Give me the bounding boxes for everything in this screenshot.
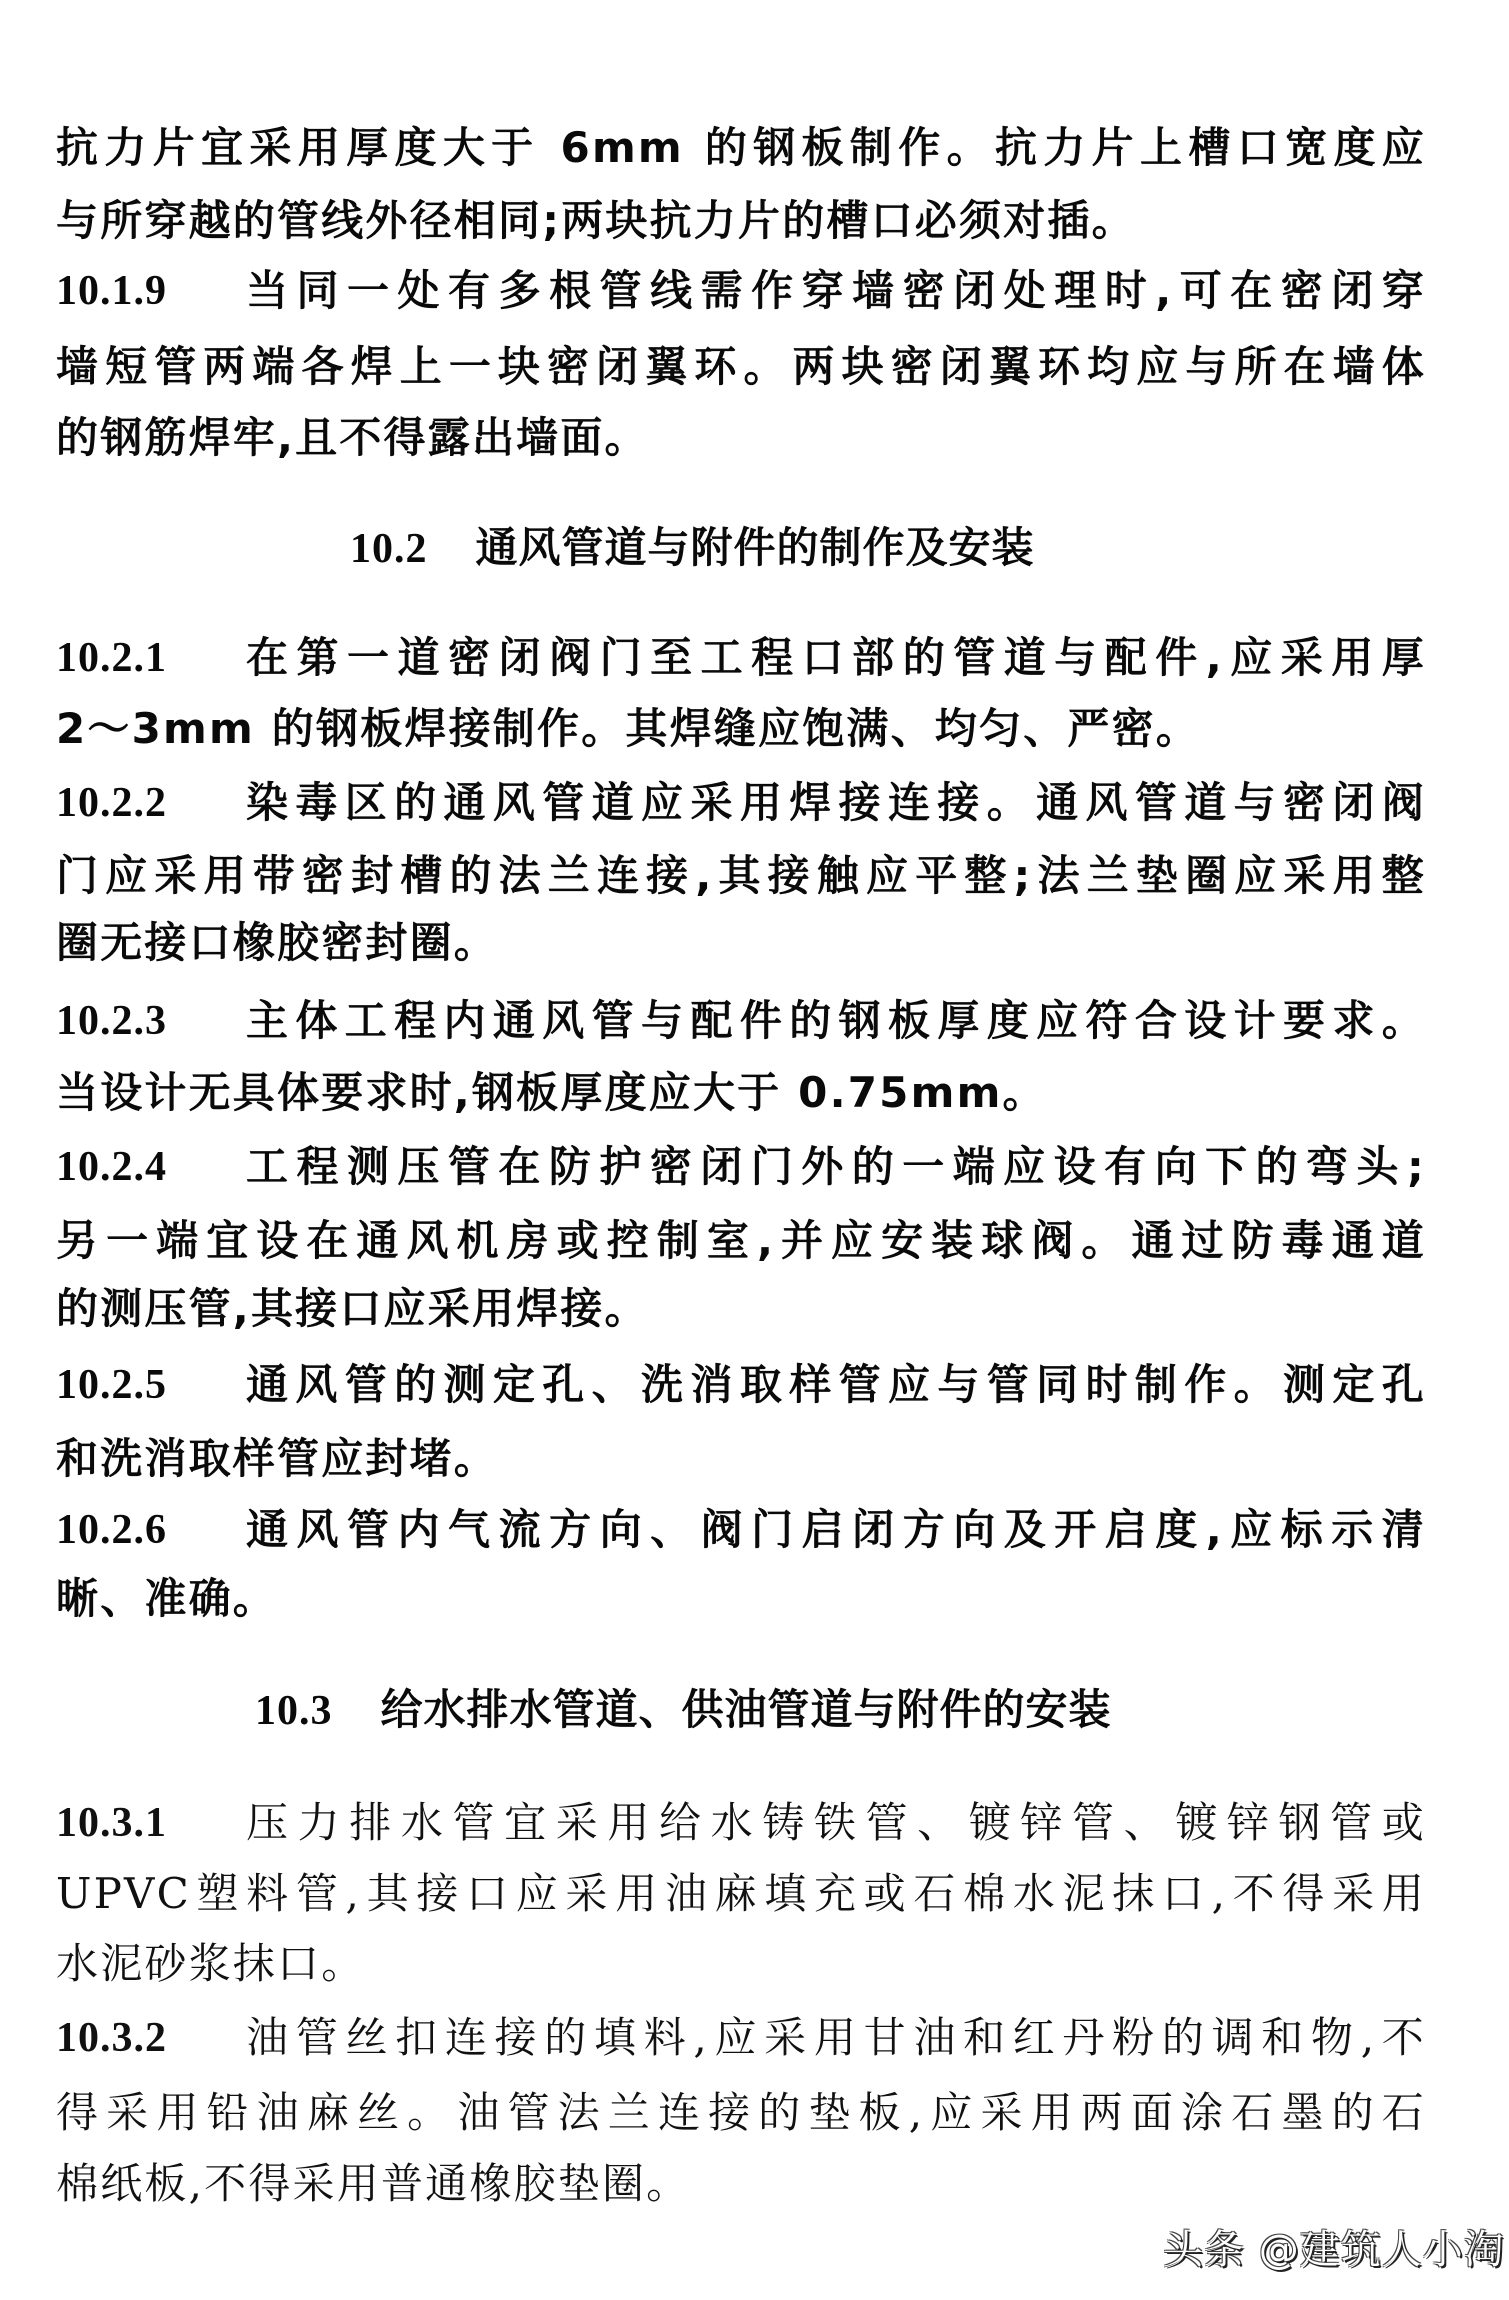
paragraph-line	[56, 193, 1426, 249]
clause-line	[56, 1357, 1426, 1413]
paragraph-line	[56, 1281, 1426, 1337]
paragraph-line	[56, 120, 1426, 176]
clause-number: 10.2.6	[56, 1507, 167, 1553]
paragraph-line	[56, 1065, 1426, 1121]
paragraph-line	[56, 701, 1426, 757]
clause-line	[56, 2010, 1426, 2066]
clause-number: 10.3.2	[56, 2015, 167, 2061]
line-text: 工程测压管在防护密闭门外的一端应设有向下的弯头;	[246, 1142, 1426, 1191]
line-text: 抗力片宜采用厚度大于 6mm 的钢板制作。抗力片上槽口宽度应	[56, 123, 1426, 172]
paragraph-line	[56, 410, 1426, 466]
clause-line	[56, 263, 1426, 319]
watermark: 头条 @建筑人小淘	[1163, 2227, 1505, 2273]
paragraph-line	[56, 915, 1426, 971]
line-text: 和洗消取样管应封堵。	[56, 1434, 499, 1483]
line-text: 水泥砂浆抹口。	[56, 1939, 366, 1988]
paragraph-line	[56, 848, 1426, 904]
line-text: 通风管内气流方向、阀门启闭方向及开启度,应标示清	[246, 1505, 1426, 1554]
line-text: 晰、准确。	[56, 1574, 278, 1623]
clause-number: 10.2.2	[56, 780, 167, 826]
line-text: 通风管的测定孔、洗消取样管应与管同时制作。测定孔	[246, 1360, 1426, 1409]
clause-number: 10.3.1	[56, 1800, 167, 1846]
line-text: 另一端宜设在通风机房或控制室,并应安装球阀。通过防毒通道	[56, 1216, 1426, 1265]
clause-number: 10.2.3	[56, 998, 167, 1044]
line-text: 得采用铅油麻丝。油管法兰连接的垫板,应采用两面涂石墨的石	[56, 2088, 1426, 2137]
clause-line	[56, 993, 1426, 1049]
paragraph-line	[56, 1571, 1426, 1627]
line-text: UPVC塑料管,其接口应采用油麻填充或石棉水泥抹口,不得采用	[56, 1869, 1426, 1918]
paragraph-line	[56, 2085, 1426, 2141]
clause-number: 10.2.1	[56, 635, 167, 681]
line-text: 棉纸板,不得采用普通橡胶垫圈。	[56, 2159, 691, 2208]
line-text: 主体工程内通风管与配件的钢板厚度应符合设计要求。	[246, 996, 1426, 1045]
clause-number: 10.2.4	[56, 1144, 167, 1190]
section-heading	[350, 520, 1035, 576]
section-title: 通风管道与附件的制作及安装	[475, 523, 1035, 572]
section-heading	[255, 1682, 1112, 1738]
line-text: 门应采用带密封槽的法兰连接,其接触应平整;法兰垫圈应采用整	[56, 851, 1426, 900]
line-text: 压力排水管宜采用给水铸铁管、镀锌管、镀锌钢管或	[246, 1798, 1426, 1847]
clause-number: 10.1.9	[56, 268, 167, 314]
clause-line	[56, 775, 1426, 831]
line-text: 油管丝扣连接的填料,应采用甘油和红丹粉的调和物,不	[246, 2013, 1426, 2062]
line-text: 的钢筋焊牢,且不得露出墙面。	[56, 413, 649, 462]
line-text: 在第一道密闭阀门至工程口部的管道与配件,应采用厚	[246, 633, 1426, 682]
paragraph-line	[56, 1213, 1426, 1269]
line-text: 的测压管,其接口应采用焊接。	[56, 1284, 649, 1333]
line-text: 墙短管两端各焊上一块密闭翼环。两块密闭翼环均应与所在墙体	[56, 342, 1426, 391]
clause-line	[56, 630, 1426, 686]
clause-line	[56, 1795, 1426, 1851]
paragraph-line	[56, 1866, 1426, 1922]
line-text: 染毒区的通风管道应采用焊接连接。通风管道与密闭阀	[246, 778, 1426, 827]
section-number: 10.2	[350, 526, 428, 572]
line-text: 当设计无具体要求时,钢板厚度应大于 0.75mm。	[56, 1068, 1047, 1117]
paragraph-line	[56, 1936, 1426, 1992]
line-text: 圈无接口橡胶密封圈。	[56, 918, 499, 967]
clause-number: 10.2.5	[56, 1362, 167, 1408]
clause-line	[56, 1139, 1426, 1195]
line-text: 当同一处有多根管线需作穿墙密闭处理时,可在密闭穿	[246, 266, 1426, 315]
paragraph-line	[56, 2156, 1426, 2212]
paragraph-line	[56, 1431, 1426, 1487]
paragraph-line	[56, 339, 1426, 395]
line-text: 与所穿越的管线外径相同;两块抗力片的槽口必须对插。	[56, 196, 1136, 245]
section-number: 10.3	[255, 1688, 333, 1734]
line-text: 2～3mm 的钢板焊接制作。其焊缝应饱满、均匀、严密。	[56, 704, 1200, 753]
section-title: 给水排水管道、供油管道与附件的安装	[380, 1685, 1112, 1734]
clause-line	[56, 1502, 1426, 1558]
